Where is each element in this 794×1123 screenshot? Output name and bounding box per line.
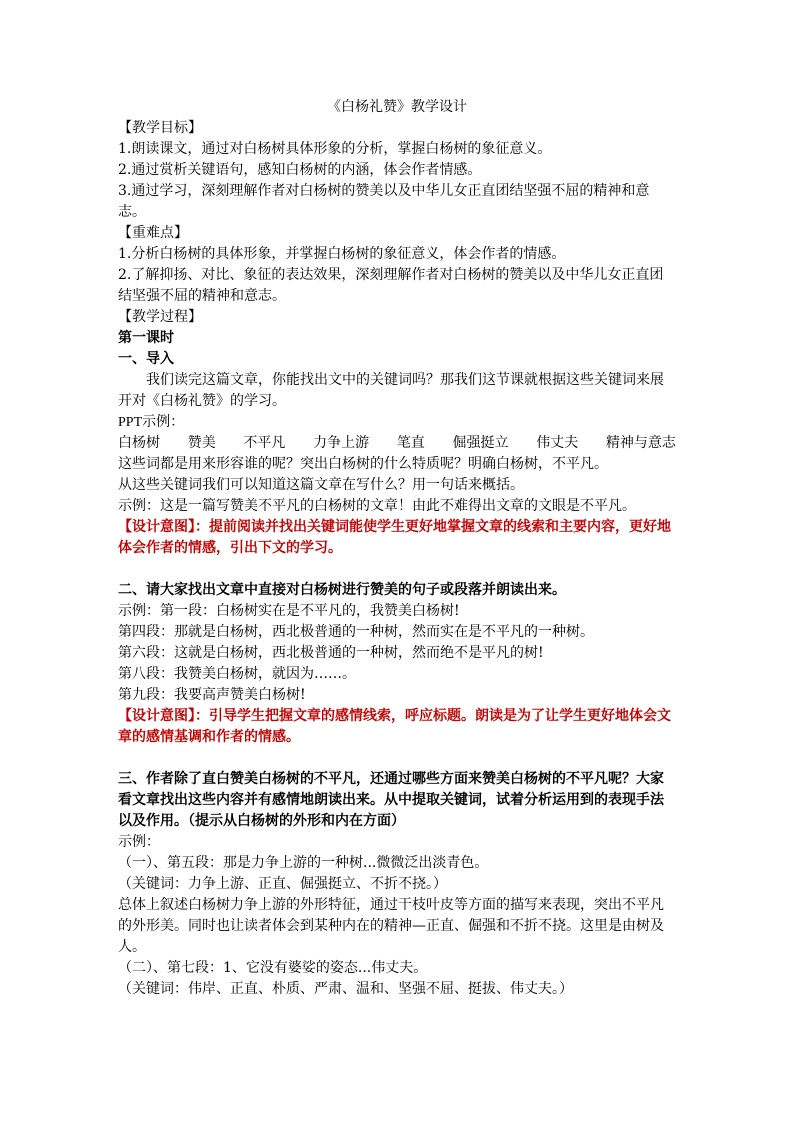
section2-line: 第九段：我要高声赞美白杨树! [118, 687, 306, 703]
keyword: 不平凡 [243, 435, 286, 451]
design-intent-text: 提前阅读并找出关键词能使学生更好地掌握文章的线索和主要内容，更好地体会作者的情感，引出下文的学习。 [118, 519, 671, 556]
keyword: 伟丈夫 [536, 435, 579, 451]
keyword: 精神与意志 [605, 435, 676, 451]
keyword: 笔直 [396, 435, 425, 451]
intro-design-intent [118, 517, 676, 559]
spacer [118, 559, 676, 580]
section2-line: 第六段：这就是白杨树，西北极普通的一种树，然而绝不是平凡的树! [118, 645, 544, 661]
key-point-item-1: 1.分析白杨树的具体形象，并掌握白杨树的象征意义，体会作者的情感。 [118, 246, 566, 262]
intro-question-1: 这些词都是用来形容谁的呢？突出白杨树的什么特质呢？明确白杨树，不平凡。 [118, 456, 608, 472]
intro-question-2: 从这些关键词我们可以知道这篇文章在写什么？用一句话来概括。 [118, 477, 524, 493]
goal-item-3: 3.通过学习，深刻理解作者对白杨树的赞美以及中华儿女正直团结坚强不屈的精神和意志。 [118, 183, 650, 220]
section3-line: （二）、第七段：1、它没有婆娑的姿态...伟丈夫。 [118, 960, 428, 976]
process-heading: 【教学过程】 [118, 309, 202, 325]
ppt-example-label: PPT示例： [118, 415, 185, 430]
keyword: 倔强挺立 [452, 435, 509, 451]
keyword-row [118, 433, 676, 454]
section3-heading: 三、作者除了直白赞美白杨树的不平凡，还通过哪些方面来赞美白杨树的不平凡呢？大家看文章找出这些内容并有感情地朗读出来。从中提取关键词，试着分析运用到的表现手法以及作用。（提示从白杨树的外形和内在方面） [118, 771, 664, 829]
section3-line: （关键词：力争上游、正直、倔强挺立、不折不挠。） [118, 876, 447, 892]
key-point-item-2: 2.了解抑扬、对比、象征的表达效果，深刻理解作者对白杨树的赞美以及中华儿女正直团结坚强不屈的精神和意志。 [118, 267, 664, 304]
section2-design-intent [118, 706, 676, 748]
goal-item-1: 1.朗读课文，通过对白杨树具体形象的分析，掌握白杨树的象征意义。 [118, 141, 552, 157]
goals-heading: 【教学目标】 [118, 120, 202, 136]
keyword: 赞美 [187, 435, 216, 451]
section2-line: 第八段：我赞美白杨树，就因为……。 [118, 666, 356, 682]
keyword: 力争上游 [313, 435, 370, 451]
design-intent-label: 【设计意图】： [118, 708, 209, 724]
lesson-label: 第一课时 [118, 330, 174, 346]
goal-item-2: 2.通过赏析关键语句，感知白杨树的内涵，体会作者情感。 [118, 162, 482, 178]
design-intent-text: 引导学生把握文章的感情线索，呼应标题。朗读是为了让学生更好地体会文章的感情基调和作者的情感。 [118, 708, 671, 745]
intro-example: 示例：这是一篇写赞美不平凡的白杨树的文章！由此不难得出文章的文眼是不平凡。 [118, 498, 636, 514]
document-title: 《白杨礼赞》教学设计 [327, 99, 467, 115]
section3-line: 示例： [118, 834, 160, 850]
keyword: 白杨树 [118, 435, 160, 451]
section3-line: （一）、第五段：那是力争上游的一种树...微微泛出淡青色。 [118, 855, 489, 871]
design-intent-label: 【设计意图】： [118, 519, 209, 535]
section3-line: 总体上叙述白杨树力争上游的外形特征，通过干枝叶皮等方面的描写来表现，突出不平凡的外形美。同时也让读者体会到某种内在的精神—正直、倔强和不折不挠。这里是由树及人。 [118, 897, 664, 955]
section2-heading: 二、请大家找出文章中直接对白杨树进行赞美的句子或段落并朗读出来。 [118, 582, 566, 598]
section2-line: 示例：第一段：白杨树实在是不平凡的，我赞美白杨树! [118, 603, 460, 619]
key-points-heading: 【重难点】 [118, 225, 188, 241]
intro-heading: 一、导入 [118, 351, 174, 367]
section3-line: （关键词：伟岸、正直、朴质、严肃、温和、坚强不屈、挺拔、伟丈夫。） [118, 981, 573, 997]
intro-paragraph: 我们读完这篇文章，你能找出文中的关键词吗？那我们这节课就根据这些关键词来展开对《白杨礼赞》的学习。 [118, 372, 664, 409]
spacer [118, 748, 676, 769]
section2-line: 第四段：那就是白杨树，西北极普通的一种树，然而实在是不平凡的一种树。 [118, 624, 594, 640]
